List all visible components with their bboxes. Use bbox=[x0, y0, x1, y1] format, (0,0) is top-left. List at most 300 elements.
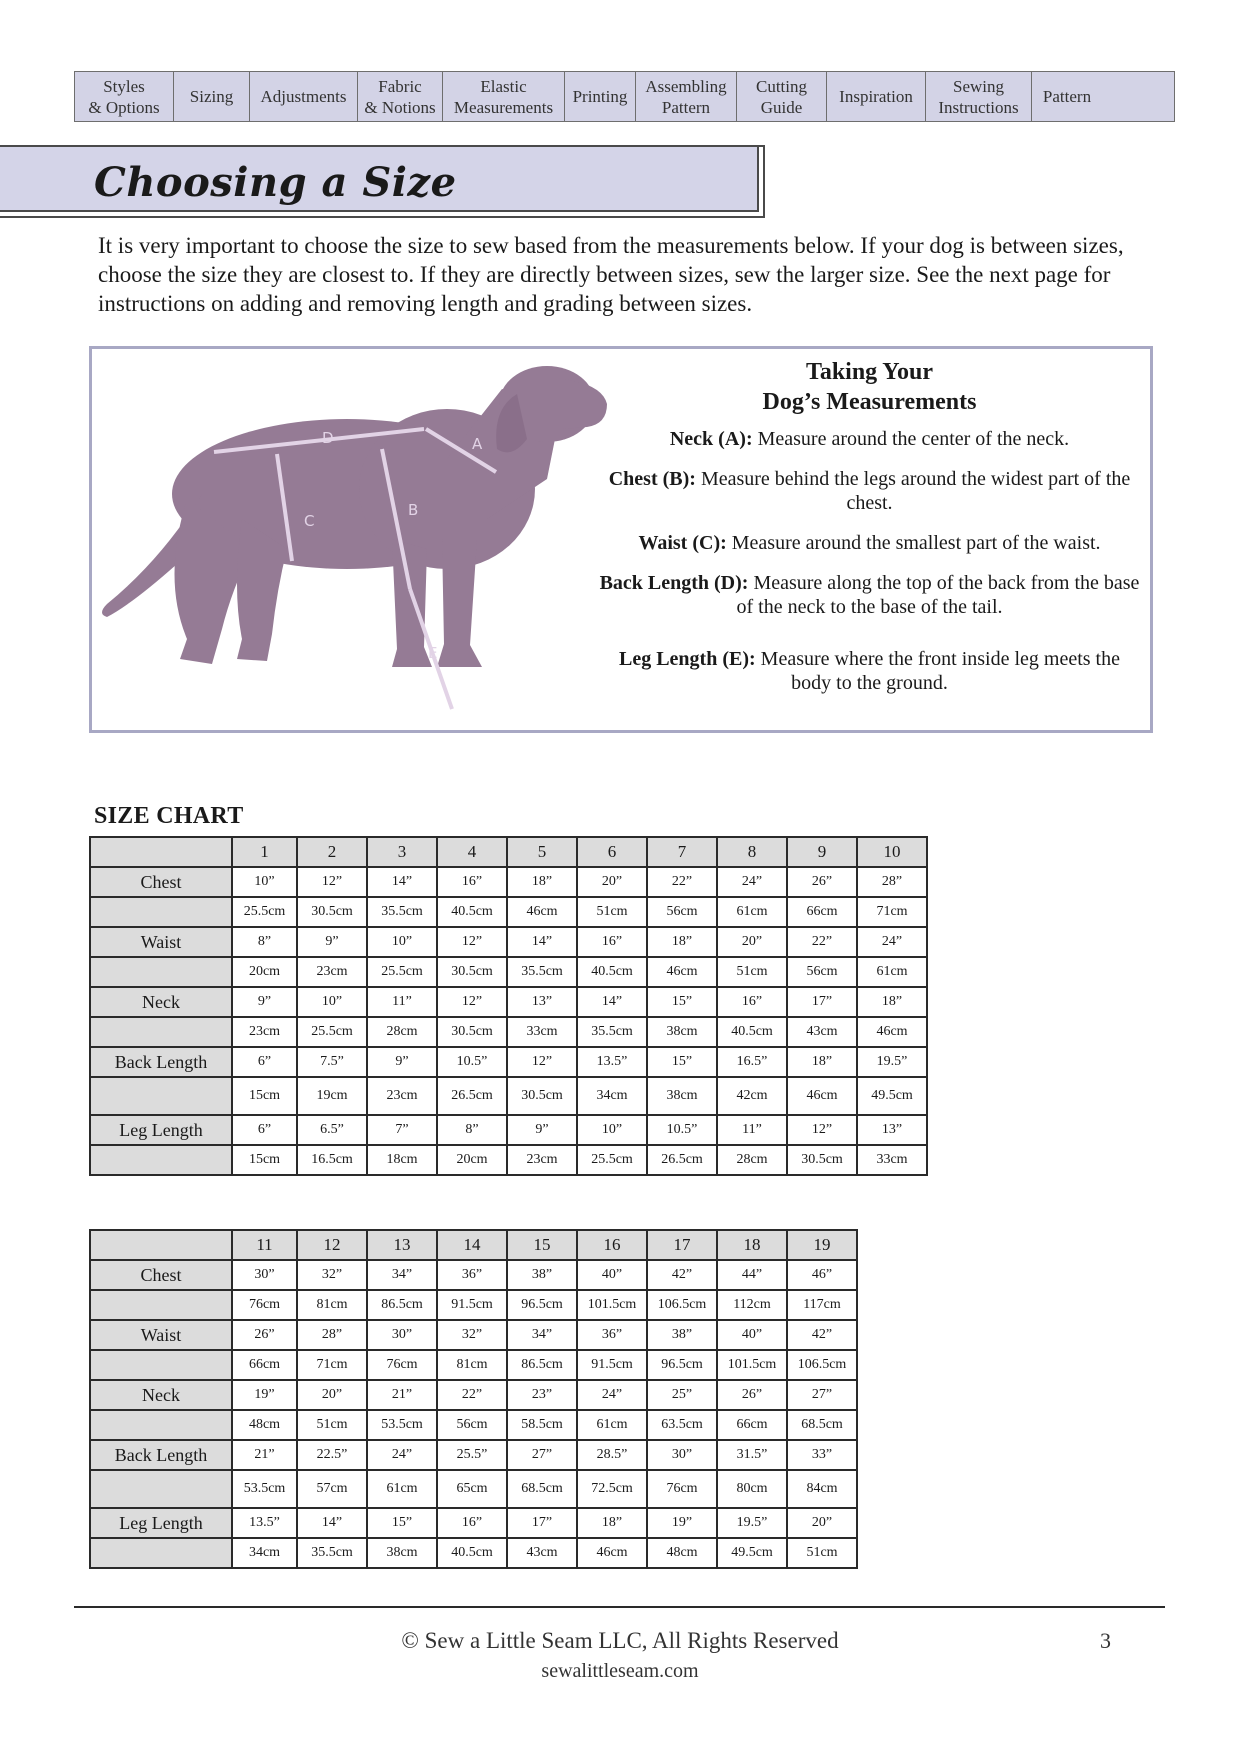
table-cell: 57cm bbox=[297, 1470, 367, 1508]
table-cell: 18” bbox=[507, 867, 577, 897]
table-cell: 22” bbox=[787, 927, 857, 957]
size-header-cell: 8 bbox=[717, 837, 787, 867]
nav-tab-cutting-guide[interactable]: Cutting Guide bbox=[737, 72, 827, 121]
row-label bbox=[90, 897, 232, 927]
table-cell: 36” bbox=[577, 1320, 647, 1350]
table-cell: 53.5cm bbox=[232, 1470, 297, 1508]
label-e: E bbox=[428, 644, 438, 662]
size-header-cell: 4 bbox=[437, 837, 507, 867]
table-cell: 24” bbox=[577, 1380, 647, 1410]
row-label bbox=[90, 1145, 232, 1175]
size-header-cell: 6 bbox=[577, 837, 647, 867]
table-cell: 51cm bbox=[717, 957, 787, 987]
corner-cell bbox=[90, 1230, 232, 1260]
table-cell: 63.5cm bbox=[647, 1410, 717, 1440]
row-label: Waist bbox=[90, 927, 232, 957]
nav-tab-sewing-instructions[interactable]: Sewing Instructions bbox=[926, 72, 1032, 121]
size-header-cell: 7 bbox=[647, 837, 717, 867]
table-cell: 80cm bbox=[717, 1470, 787, 1508]
table-cell: 15cm bbox=[232, 1077, 297, 1115]
label-d: D bbox=[322, 429, 334, 447]
table-cell: 27” bbox=[787, 1380, 857, 1410]
table-row bbox=[90, 1538, 857, 1568]
table-cell: 49.5cm bbox=[857, 1077, 927, 1115]
row-label: Neck bbox=[90, 1380, 232, 1410]
table-row bbox=[90, 1260, 857, 1290]
table-cell: 16” bbox=[717, 987, 787, 1017]
table-cell: 66cm bbox=[787, 897, 857, 927]
size-header-cell: 13 bbox=[367, 1230, 437, 1260]
row-label bbox=[90, 1470, 232, 1508]
table-cell: 40.5cm bbox=[437, 1538, 507, 1568]
heading-line-2: Dog’s Measurements bbox=[762, 389, 977, 415]
table-cell: 24” bbox=[857, 927, 927, 957]
size-chart-title: SIZE CHART bbox=[94, 803, 244, 829]
table-cell: 48cm bbox=[232, 1410, 297, 1440]
table-cell: 61cm bbox=[717, 897, 787, 927]
table-cell: 44” bbox=[717, 1260, 787, 1290]
table-cell: 7” bbox=[367, 1115, 437, 1145]
table-cell: 20” bbox=[297, 1380, 367, 1410]
instruction-waist bbox=[597, 531, 1142, 555]
desc-back-length: Measure along the top of the back from the base of the neck to the base of the tail. bbox=[736, 572, 1140, 618]
table-cell: 25.5” bbox=[437, 1440, 507, 1470]
table-cell: 42cm bbox=[717, 1077, 787, 1115]
size-header-cell: 14 bbox=[437, 1230, 507, 1260]
table-cell: 38cm bbox=[647, 1077, 717, 1115]
table-cell: 30.5cm bbox=[437, 957, 507, 987]
table-row bbox=[90, 1145, 927, 1175]
table-cell: 15” bbox=[647, 1047, 717, 1077]
table-row bbox=[90, 1410, 857, 1440]
table-cell: 38cm bbox=[647, 1017, 717, 1047]
table-row bbox=[90, 1350, 857, 1380]
table-cell: 71cm bbox=[857, 897, 927, 927]
table-cell: 28” bbox=[857, 867, 927, 897]
table-cell: 30.5cm bbox=[507, 1077, 577, 1115]
table-cell: 33cm bbox=[507, 1017, 577, 1047]
table-cell: 26.5cm bbox=[647, 1145, 717, 1175]
size-header-cell: 19 bbox=[787, 1230, 857, 1260]
table-cell: 23cm bbox=[297, 957, 367, 987]
table-cell: 66cm bbox=[717, 1410, 787, 1440]
table-cell: 18” bbox=[857, 987, 927, 1017]
row-label bbox=[90, 1410, 232, 1440]
heading-line-1: Taking Your bbox=[806, 359, 933, 385]
table-cell: 28cm bbox=[367, 1017, 437, 1047]
row-label: Chest bbox=[90, 1260, 232, 1290]
size-header-cell: 5 bbox=[507, 837, 577, 867]
row-label: Back Length bbox=[90, 1047, 232, 1077]
table-cell: 96.5cm bbox=[647, 1350, 717, 1380]
desc-leg-length: Measure where the front inside leg meets the body to the ground. bbox=[755, 648, 1120, 694]
table-cell: 34cm bbox=[577, 1077, 647, 1115]
table-cell: 6.5” bbox=[297, 1115, 367, 1145]
table-cell: 17” bbox=[507, 1508, 577, 1538]
size-header-cell: 17 bbox=[647, 1230, 717, 1260]
table-row bbox=[90, 867, 927, 897]
table-cell: 13.5” bbox=[577, 1047, 647, 1077]
table-cell: 18” bbox=[647, 927, 717, 957]
table-cell: 14” bbox=[367, 867, 437, 897]
table-cell: 66cm bbox=[232, 1350, 297, 1380]
table-cell: 6” bbox=[232, 1047, 297, 1077]
table-row bbox=[90, 1440, 857, 1470]
table-cell: 26.5cm bbox=[437, 1077, 507, 1115]
table-cell: 19.5” bbox=[857, 1047, 927, 1077]
table-cell: 76cm bbox=[367, 1350, 437, 1380]
row-label: Leg Length bbox=[90, 1508, 232, 1538]
table-cell: 46” bbox=[787, 1260, 857, 1290]
table-cell: 43cm bbox=[787, 1017, 857, 1047]
row-label bbox=[90, 957, 232, 987]
table-cell: 28” bbox=[297, 1320, 367, 1350]
table-cell: 86.5cm bbox=[507, 1350, 577, 1380]
table-cell: 11” bbox=[717, 1115, 787, 1145]
row-label bbox=[90, 1017, 232, 1047]
table-cell: 71cm bbox=[297, 1350, 367, 1380]
nav-tab-assembling-pattern[interactable]: Assembling Pattern bbox=[636, 72, 737, 121]
term-back-length: Back Length (D): bbox=[599, 572, 749, 594]
label-c: C bbox=[304, 512, 315, 530]
corner-cell bbox=[90, 837, 232, 867]
table-cell: 56cm bbox=[647, 897, 717, 927]
instruction-leg-length bbox=[597, 647, 1142, 695]
nav-tab-fabric-notions[interactable]: Fabric & Notions bbox=[358, 72, 443, 121]
table-cell: 25.5cm bbox=[297, 1017, 367, 1047]
table-cell: 20” bbox=[717, 927, 787, 957]
table-cell: 30” bbox=[647, 1440, 717, 1470]
size-header-cell: 10 bbox=[857, 837, 927, 867]
table-cell: 10” bbox=[232, 867, 297, 897]
table-cell: 86.5cm bbox=[367, 1290, 437, 1320]
title-banner bbox=[0, 145, 765, 218]
table-cell: 16.5cm bbox=[297, 1145, 367, 1175]
measurement-instructions bbox=[597, 357, 1142, 711]
table-row bbox=[90, 1320, 857, 1350]
table-cell: 24” bbox=[717, 867, 787, 897]
table-cell: 68.5cm bbox=[507, 1470, 577, 1508]
table-cell: 11” bbox=[367, 987, 437, 1017]
table-cell: 12” bbox=[437, 987, 507, 1017]
table-cell: 53.5cm bbox=[367, 1410, 437, 1440]
nav-tab-pattern[interactable]: Pattern bbox=[1042, 87, 1092, 106]
table-cell: 43cm bbox=[507, 1538, 577, 1568]
instruction-back-length bbox=[597, 571, 1142, 619]
instruction-chest bbox=[597, 467, 1142, 515]
instruction-neck bbox=[597, 427, 1142, 451]
table-cell: 23cm bbox=[232, 1017, 297, 1047]
row-label bbox=[90, 1077, 232, 1115]
table-row bbox=[90, 1290, 857, 1320]
table-cell: 30.5cm bbox=[787, 1145, 857, 1175]
table-cell: 20cm bbox=[437, 1145, 507, 1175]
row-label: Neck bbox=[90, 987, 232, 1017]
size-header-cell: 16 bbox=[577, 1230, 647, 1260]
table-cell: 28cm bbox=[717, 1145, 787, 1175]
table-row bbox=[90, 1017, 927, 1047]
nav-tab-sizing[interactable]: Sizing bbox=[174, 72, 250, 121]
table-cell: 24” bbox=[367, 1440, 437, 1470]
table-cell: 35.5cm bbox=[507, 957, 577, 987]
table-cell: 30.5cm bbox=[297, 897, 367, 927]
table-cell: 10” bbox=[297, 987, 367, 1017]
table-cell: 10.5” bbox=[647, 1115, 717, 1145]
table-cell: 23” bbox=[507, 1380, 577, 1410]
nav-tab-printing[interactable]: Printing bbox=[565, 72, 636, 121]
table-cell: 18cm bbox=[367, 1145, 437, 1175]
desc-chest: Measure behind the legs around the widest part of the chest. bbox=[695, 468, 1131, 514]
table-cell: 72.5cm bbox=[577, 1470, 647, 1508]
table-cell: 26” bbox=[717, 1380, 787, 1410]
label-a: A bbox=[472, 435, 483, 453]
table-cell: 51cm bbox=[297, 1410, 367, 1440]
term-neck: Neck (A): bbox=[669, 428, 753, 450]
table-cell: 8” bbox=[232, 927, 297, 957]
table-row bbox=[90, 897, 927, 927]
table-cell: 9” bbox=[232, 987, 297, 1017]
table-cell: 81cm bbox=[297, 1290, 367, 1320]
table-cell: 21” bbox=[367, 1380, 437, 1410]
table-cell: 84cm bbox=[787, 1470, 857, 1508]
table-cell: 42” bbox=[787, 1320, 857, 1350]
table-cell: 23cm bbox=[367, 1077, 437, 1115]
table-cell: 16.5” bbox=[717, 1047, 787, 1077]
table-cell: 51cm bbox=[577, 897, 647, 927]
table-cell: 65cm bbox=[437, 1470, 507, 1508]
table-cell: 6” bbox=[232, 1115, 297, 1145]
label-b: B bbox=[408, 501, 419, 519]
table-cell: 10.5” bbox=[437, 1047, 507, 1077]
table-cell: 30.5cm bbox=[437, 1017, 507, 1047]
table-cell: 35.5cm bbox=[577, 1017, 647, 1047]
table-cell: 14” bbox=[507, 927, 577, 957]
table-cell: 46cm bbox=[857, 1017, 927, 1047]
table-cell: 12” bbox=[297, 867, 367, 897]
table-cell: 117cm bbox=[787, 1290, 857, 1320]
row-label: Leg Length bbox=[90, 1115, 232, 1145]
table-cell: 20cm bbox=[232, 957, 297, 987]
section-nav bbox=[74, 71, 1175, 122]
table-row bbox=[90, 1470, 857, 1508]
table-cell: 22” bbox=[437, 1380, 507, 1410]
row-label: Back Length bbox=[90, 1440, 232, 1470]
table-cell: 16” bbox=[577, 927, 647, 957]
size-header-cell: 18 bbox=[717, 1230, 787, 1260]
table-cell: 25.5cm bbox=[367, 957, 437, 987]
table-cell: 68.5cm bbox=[787, 1410, 857, 1440]
table-cell: 25” bbox=[647, 1380, 717, 1410]
nav-tab-inspiration[interactable]: Inspiration bbox=[827, 72, 926, 121]
size-header-cell: 15 bbox=[507, 1230, 577, 1260]
table-cell: 15” bbox=[367, 1508, 437, 1538]
table-cell: 15cm bbox=[232, 1145, 297, 1175]
table-cell: 14” bbox=[297, 1508, 367, 1538]
table-cell: 101.5cm bbox=[717, 1350, 787, 1380]
table-cell: 49.5cm bbox=[717, 1538, 787, 1568]
table-row bbox=[90, 1047, 927, 1077]
table-cell: 58.5cm bbox=[507, 1410, 577, 1440]
table-cell: 40” bbox=[717, 1320, 787, 1350]
term-chest: Chest (B): bbox=[608, 468, 696, 490]
page-title: Choosing a Size bbox=[94, 159, 457, 206]
size-chart-table-1 bbox=[89, 836, 928, 1176]
size-header-row bbox=[90, 837, 927, 867]
table-cell: 46cm bbox=[507, 897, 577, 927]
table-cell: 48cm bbox=[647, 1538, 717, 1568]
row-label bbox=[90, 1350, 232, 1380]
footer-divider bbox=[74, 1606, 1165, 1608]
table-cell: 91.5cm bbox=[437, 1290, 507, 1320]
table-cell: 8” bbox=[437, 1115, 507, 1145]
table-cell: 16” bbox=[437, 867, 507, 897]
table-row bbox=[90, 1115, 927, 1145]
table-cell: 35.5cm bbox=[367, 897, 437, 927]
intro-paragraph: It is very important to choose the size to sew based from the measurements below. If your dog is between sizes, choose the size they are closest to. If they are directly between sizes, sew the larger size. See the next page for instructions on adding and removing length and grading between sizes. bbox=[98, 233, 1124, 316]
table-cell: 12” bbox=[437, 927, 507, 957]
table-cell: 17” bbox=[787, 987, 857, 1017]
table-cell: 18” bbox=[577, 1508, 647, 1538]
table-cell: 34” bbox=[507, 1320, 577, 1350]
table-cell: 106.5cm bbox=[647, 1290, 717, 1320]
table-cell: 38cm bbox=[367, 1538, 437, 1568]
table-cell: 12” bbox=[507, 1047, 577, 1077]
dog-silhouette bbox=[102, 366, 607, 667]
table-cell: 32” bbox=[437, 1320, 507, 1350]
table-cell: 19” bbox=[232, 1380, 297, 1410]
table-cell: 30” bbox=[367, 1320, 437, 1350]
table-cell: 61cm bbox=[367, 1470, 437, 1508]
table-cell: 9” bbox=[507, 1115, 577, 1145]
table-cell: 13” bbox=[857, 1115, 927, 1145]
table-cell: 56cm bbox=[437, 1410, 507, 1440]
table-cell: 10” bbox=[367, 927, 437, 957]
table-cell: 76cm bbox=[647, 1470, 717, 1508]
nav-tab-styles-options[interactable]: Styles & Options bbox=[75, 72, 174, 121]
table-cell: 56cm bbox=[787, 957, 857, 987]
size-header-cell: 9 bbox=[787, 837, 857, 867]
table-cell: 31.5” bbox=[717, 1440, 787, 1470]
table-cell: 10” bbox=[577, 1115, 647, 1145]
table-cell: 9” bbox=[297, 927, 367, 957]
table-cell: 19” bbox=[647, 1508, 717, 1538]
measurement-guide bbox=[89, 346, 1153, 733]
instructions-heading bbox=[597, 357, 1142, 417]
table-cell: 21” bbox=[232, 1440, 297, 1470]
table-cell: 42” bbox=[647, 1260, 717, 1290]
table-row bbox=[90, 1380, 857, 1410]
table-cell: 22” bbox=[647, 867, 717, 897]
table-row bbox=[90, 957, 927, 987]
table-row bbox=[90, 927, 927, 957]
table-cell: 30” bbox=[232, 1260, 297, 1290]
table-row bbox=[90, 1508, 857, 1538]
row-label bbox=[90, 1538, 232, 1568]
table-cell: 33” bbox=[787, 1440, 857, 1470]
table-cell: 38” bbox=[647, 1320, 717, 1350]
table-cell: 20” bbox=[787, 1508, 857, 1538]
table-cell: 40.5cm bbox=[717, 1017, 787, 1047]
table-cell: 51cm bbox=[787, 1538, 857, 1568]
term-waist: Waist (C): bbox=[638, 532, 727, 554]
size-chart-table-2 bbox=[89, 1229, 858, 1569]
table-cell: 28.5” bbox=[577, 1440, 647, 1470]
table-cell: 33cm bbox=[857, 1145, 927, 1175]
nav-tab-adjustments[interactable]: Adjustments bbox=[250, 72, 358, 121]
table-cell: 96.5cm bbox=[507, 1290, 577, 1320]
nav-tab-elastic-measurements[interactable]: Elastic Measurements bbox=[443, 72, 565, 121]
table-cell: 40.5cm bbox=[577, 957, 647, 987]
size-header-cell: 3 bbox=[367, 837, 437, 867]
table-cell: 14” bbox=[577, 987, 647, 1017]
row-label: Chest bbox=[90, 867, 232, 897]
table-cell: 16” bbox=[437, 1508, 507, 1538]
table-cell: 46cm bbox=[577, 1538, 647, 1568]
table-cell: 40” bbox=[577, 1260, 647, 1290]
table-cell: 91.5cm bbox=[577, 1350, 647, 1380]
size-header-cell: 2 bbox=[297, 837, 367, 867]
size-header-cell: 12 bbox=[297, 1230, 367, 1260]
table-cell: 15” bbox=[647, 987, 717, 1017]
table-cell: 27” bbox=[507, 1440, 577, 1470]
table-cell: 19cm bbox=[297, 1077, 367, 1115]
table-cell: 46cm bbox=[787, 1077, 857, 1115]
table-cell: 46cm bbox=[647, 957, 717, 987]
table-cell: 61cm bbox=[577, 1410, 647, 1440]
table-cell: 34cm bbox=[232, 1538, 297, 1568]
table-cell: 18” bbox=[787, 1047, 857, 1077]
table-cell: 26” bbox=[232, 1320, 297, 1350]
table-cell: 9” bbox=[367, 1047, 437, 1077]
page-number: 3 bbox=[1100, 1628, 1111, 1653]
row-label: Waist bbox=[90, 1320, 232, 1350]
table-cell: 25.5cm bbox=[232, 897, 297, 927]
table-cell: 7.5” bbox=[297, 1047, 367, 1077]
table-cell: 112cm bbox=[717, 1290, 787, 1320]
table-cell: 35.5cm bbox=[297, 1538, 367, 1568]
table-cell: 34” bbox=[367, 1260, 437, 1290]
row-label bbox=[90, 1290, 232, 1320]
table-cell: 101.5cm bbox=[577, 1290, 647, 1320]
table-cell: 61cm bbox=[857, 957, 927, 987]
website-link[interactable]: sewalittleseam.com bbox=[541, 1660, 699, 1682]
table-cell: 25.5cm bbox=[577, 1145, 647, 1175]
desc-neck: Measure around the center of the neck. bbox=[752, 428, 1070, 450]
desc-waist: Measure around the smallest part of the waist. bbox=[726, 532, 1101, 554]
table-cell: 23cm bbox=[507, 1145, 577, 1175]
table-cell: 40.5cm bbox=[437, 897, 507, 927]
table-cell: 81cm bbox=[437, 1350, 507, 1380]
table-cell: 13.5” bbox=[232, 1508, 297, 1538]
table-row bbox=[90, 1077, 927, 1115]
table-cell: 20” bbox=[577, 867, 647, 897]
table-cell: 26” bbox=[787, 867, 857, 897]
table-cell: 12” bbox=[787, 1115, 857, 1145]
size-header-row bbox=[90, 1230, 857, 1260]
table-row bbox=[90, 987, 927, 1017]
size-header-cell: 11 bbox=[232, 1230, 297, 1260]
table-cell: 76cm bbox=[232, 1290, 297, 1320]
table-cell: 38” bbox=[507, 1260, 577, 1290]
table-cell: 13” bbox=[507, 987, 577, 1017]
table-cell: 22.5” bbox=[297, 1440, 367, 1470]
table-cell: 19.5” bbox=[717, 1508, 787, 1538]
size-header-cell: 1 bbox=[232, 837, 297, 867]
term-leg-length: Leg Length (E): bbox=[619, 648, 756, 670]
table-cell: 106.5cm bbox=[787, 1350, 857, 1380]
table-cell: 32” bbox=[297, 1260, 367, 1290]
table-cell: 36” bbox=[437, 1260, 507, 1290]
